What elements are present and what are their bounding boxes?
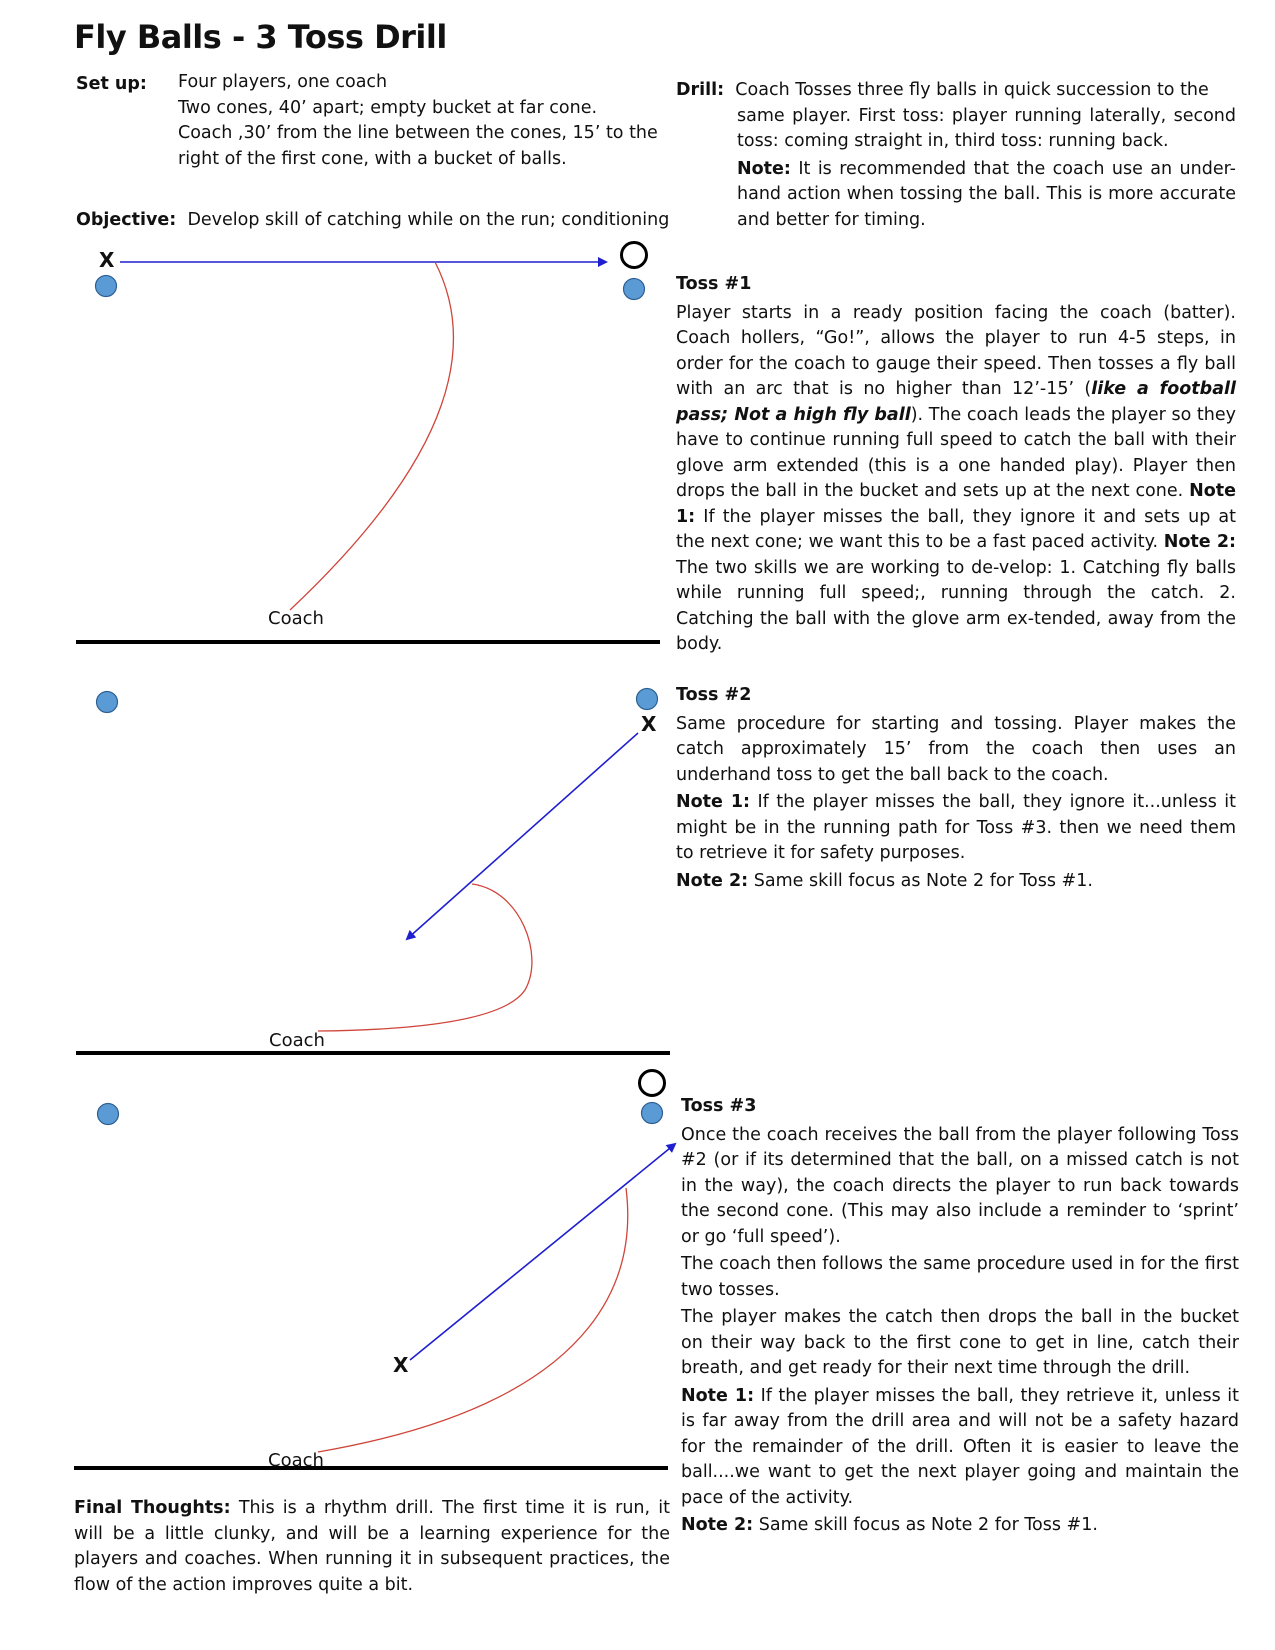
toss2-note2-label: Note 2: [676,870,749,891]
toss1-p1-emphasis: like a football pass; Not a high fly ball [676,379,1236,425]
setup-line: Two cones, 40’ apart; empty bucket at far cone. [178,97,598,118]
cone-marker [98,1104,119,1125]
drill-note-label: Note: [737,158,791,179]
drill-label: Drill: [676,80,725,100]
cone-marker [97,692,118,713]
toss2-note2-text: Same skill focus as Note 2 for Toss #1. [753,870,1093,891]
coach-label: Coach [268,608,324,629]
toss3-p3: The player makes the catch then drops the ball in the bucket on their way back to the first cone to get in line, catch their breath, and get ready for their next time through the drill. [681,1307,1239,1378]
objective-text: Develop skill of catching while on the run; conditioning [187,210,670,230]
setup-line: Coach ,30’ from the line between the cones, 15’ to the [178,123,658,143]
setup-label: Set up: [76,74,147,94]
diagram-toss-3 [98,1071,676,1453]
toss3-note1-text: If the player misses the ball, they retrieve it, unless it is far away from the drill area and will not be a safety hazard for the remainder of the drill. Often it is easier to leave the ball....we want to get the next player going and maintain the pace of the activity. [681,1385,1239,1508]
diagram-toss-2 [97,689,658,1032]
toss2-note1-label: Note 1: [676,792,751,812]
objective-label: Objective: [76,210,177,230]
toss3-note2-text: Same skill focus as Note 2 for Toss #1. [758,1515,1098,1535]
toss1-p1: Player starts in a ready position facing the coach (batter). Coach hollers, “Go!”, allows the player to run 4-5 steps, in order for the coach to gauge their speed. Then tosses a fly ball with an arc that is no higher than 12’-15’ ( [676,302,1236,399]
toss1-heading: Toss #1 [676,274,752,294]
bucket-marker [640,1071,665,1096]
setup-line: Four players, one coach [178,72,388,92]
toss1-note1-label: Note 1: [676,481,1236,527]
final-text: This is a rhythm drill. The first time it is run, it will be a little clunky, and will be a learning experience for the players and coaches. When running it in subsequent practices, the flow of the action improves quite a bit. [74,1498,670,1595]
run-path-arrow [407,733,638,939]
toss3-note2-label: Note 2: [681,1515,754,1535]
player-mark: X [641,712,657,736]
setup-line: right of the first cone, with a bucket of balls. [178,148,567,169]
toss-arc [318,884,532,1031]
cone-marker [637,689,658,710]
page-title: Fly Balls - 3 Toss Drill [74,18,447,56]
toss3-p1: Once the coach receives the ball from the player following Toss #2 (or if its determined that the ball, on a missed catch is not in the way), the coach directs the player to run back towards the second cone. (This may also include a reminder to ‘sprint’ or go ‘full speed’). [681,1124,1239,1247]
coach-label: Coach [269,1030,325,1051]
toss-arc [318,1188,628,1452]
final-label: Final Thoughts: [74,1498,231,1518]
toss1-note2-label: Note 2: [1163,532,1236,552]
toss3-note1-label: Note 1: [681,1385,755,1406]
toss3-heading: Toss #3 [681,1096,757,1116]
toss-arc [290,262,453,610]
toss1-p1-end: ). [910,404,924,425]
drill-text-first: Coach Tosses three fly balls in quick succession to the [735,80,1209,100]
toss2-p1: Same procedure for starting and tossing. Player makes the catch approximately 15’ from the coach then uses an underhand toss to get the ball back to the coach. [676,713,1236,785]
toss1-p2: The coach leads the player so they have to continue running full speed to catch the ball with their glove arm extended (this is a one handed play). Player then drops the ball in the bucket and sets up at the next cone. [676,404,1236,501]
player-mark: X [393,1353,409,1377]
toss2-note1-text: If the player misses the ball, they ignore it...unless it might be in the running path for Toss #3. then we need them to retrieve it for safety purposes. [676,792,1237,863]
coach-label: Coach [268,1450,324,1471]
diagram-toss-1 [96,243,647,611]
toss3-p2: The coach then follows the same procedure used in for the first two tosses. [681,1254,1239,1300]
drill-note-text: It is recommended that the coach use an under-hand action when tossing the ball. This is more accurate and better for timing. [737,158,1236,230]
cone-marker [624,279,645,300]
run-path-arrow [410,1144,675,1360]
toss2-heading: Toss #2 [676,685,752,705]
toss1-note1-text: If the player misses the ball, they ignore it and sets up at the next cone; we want this to be a fast paced activity. [676,506,1236,552]
player-mark: X [99,248,115,272]
cone-marker [642,1103,663,1124]
drill-text-rest: same player. First toss: player running laterally, second toss: coming straight in, third toss: running back. [737,105,1236,151]
toss1-note2-text: The two skills we are working to de-velop: 1. Catching fly balls while running full speed;, running through the catch. 2. Catching the ball with the glove arm ex-tended, away from the body. [676,557,1236,654]
cone-marker [96,276,117,297]
bucket-marker [622,243,647,268]
